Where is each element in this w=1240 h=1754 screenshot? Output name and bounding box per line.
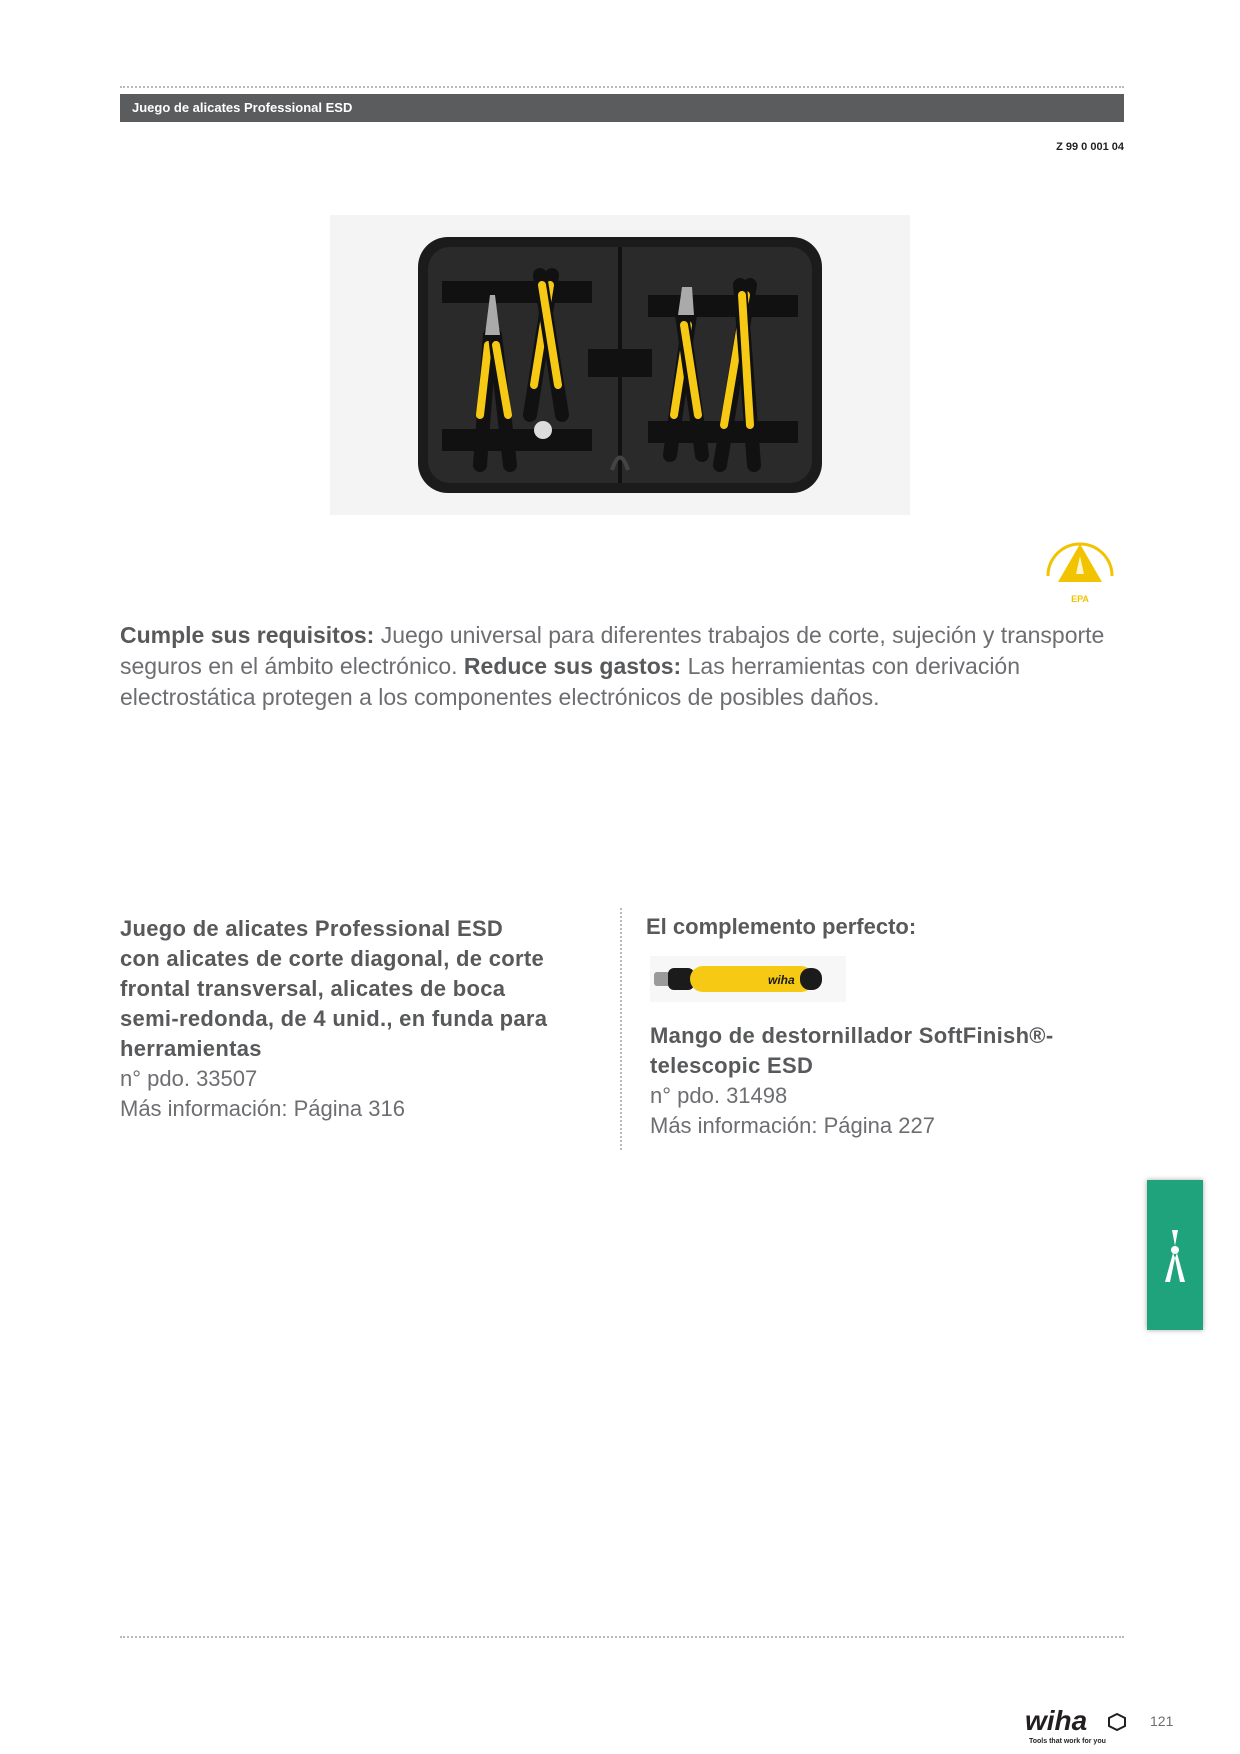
product-details-right	[646, 914, 1130, 1141]
product-details-left	[120, 914, 610, 1124]
pliers-icon	[1161, 1228, 1189, 1284]
pliers-section-tab[interactable]	[1147, 1180, 1203, 1330]
bottom-rule	[120, 1636, 1124, 1638]
product-title-line: semi-redonda, de 4 unid., en funda para	[120, 1006, 548, 1031]
top-rule	[120, 86, 1124, 88]
complement-heading: El complemento perfecto:	[646, 914, 917, 939]
screwdriver-handle-image	[650, 956, 846, 1002]
more-info-link: Más información: Página 316	[120, 1096, 405, 1121]
wiha-logo	[1025, 1706, 1137, 1746]
intro-lead-2: Reduce sus gastos:	[463, 653, 682, 679]
logo-tagline: Tools that work for you	[1029, 1738, 1106, 1745]
product-title-line: frontal transversal, alicates de boca	[120, 976, 506, 1001]
epa-esd-icon	[1040, 528, 1120, 608]
handle-brand-text: wiha	[768, 973, 795, 987]
page-number: 121	[1150, 1713, 1174, 1729]
product-image-pliers-set	[330, 215, 910, 515]
column-divider	[620, 908, 622, 1150]
article-code: Z 99 0 001 04	[1056, 141, 1124, 153]
part-number: n° pdo. 33507	[120, 1066, 258, 1091]
logo-wordmark: wiha	[1025, 1706, 1088, 1736]
intro-text-2: Las herramientas con derivación electrostática protegen a los componentes electrónicos de posibles daños.	[120, 653, 1021, 710]
intro-paragraph	[120, 620, 1130, 713]
product-title-line: con alicates de corte diagonal, de corte	[120, 946, 545, 971]
product-title-line: telescopic ESD	[650, 1053, 814, 1078]
product-title-line: Mango de destornillador SoftFinish®-	[650, 1023, 1054, 1048]
epa-label: EPA	[1071, 594, 1089, 604]
product-title-line: herramientas	[120, 1036, 262, 1061]
more-info-link: Más información: Página 227	[650, 1113, 935, 1138]
section-header: Juego de alicates Professional ESD	[120, 94, 1124, 122]
intro-lead-1: Cumple sus requisitos:	[120, 622, 375, 648]
product-title-line: Juego de alicates Professional ESD	[120, 916, 504, 941]
intro-text-1: Juego universal para diferentes trabajos de corte, sujeción y transporte seguros en el ámbito electrónico.	[120, 622, 1105, 679]
part-number: n° pdo. 31498	[650, 1083, 788, 1108]
